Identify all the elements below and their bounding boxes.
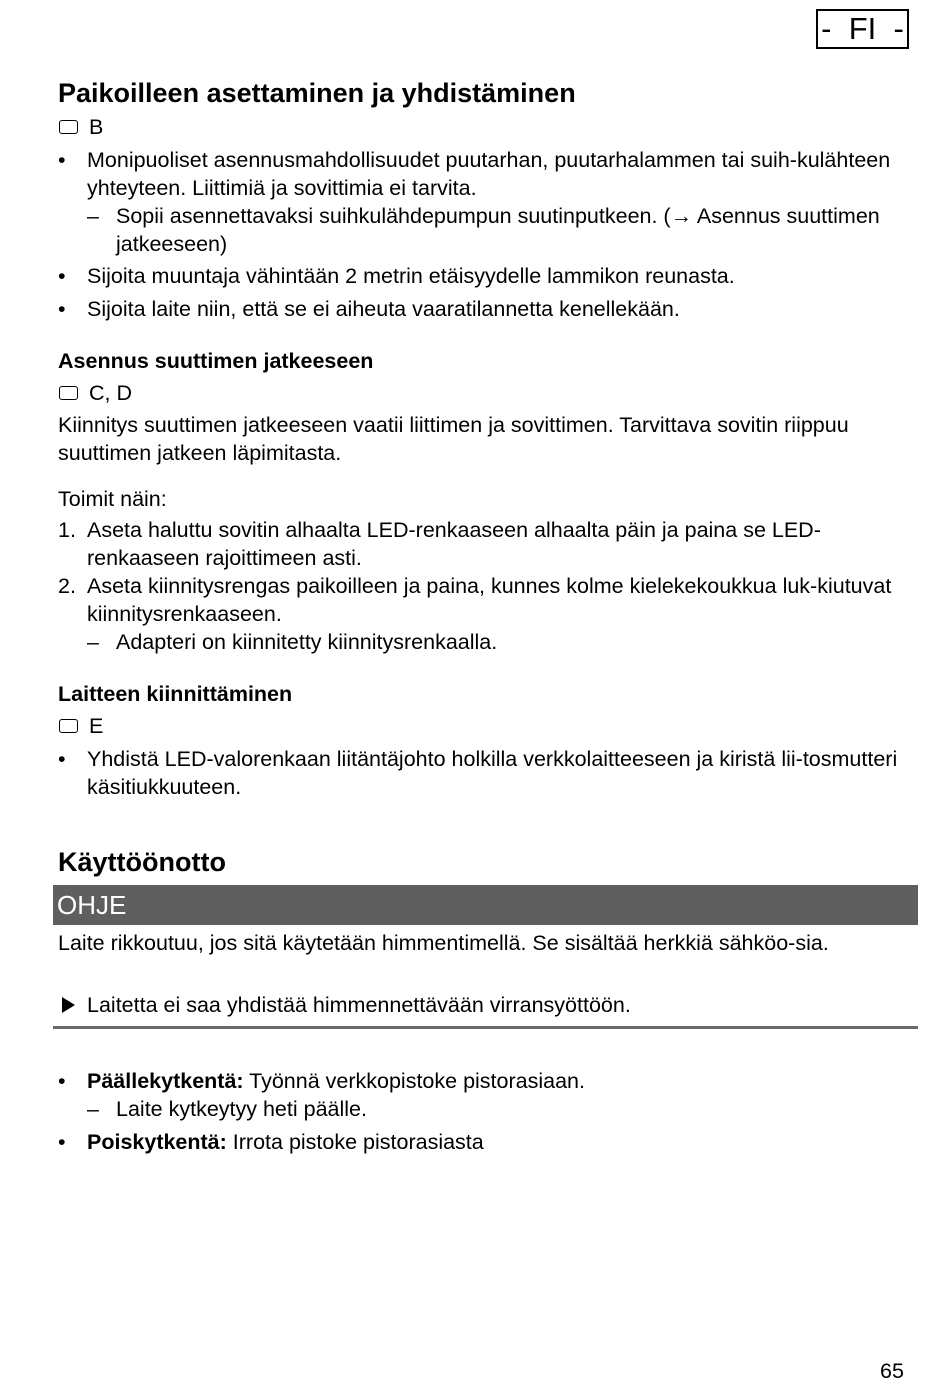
page-number: 65 (880, 1359, 904, 1383)
list-item-text: Yhdistä LED-valorenkaan liitäntäjohto holkilla verkkolaitteeseen ja kiristä lii-tosmutteri käsitiukkuuteen. (87, 747, 898, 799)
figure-reference-icon (59, 719, 78, 733)
bullet-icon: • (58, 264, 66, 288)
step-item (58, 572, 908, 628)
list-item-text: Sijoita laite niin, että se ei aiheuta vaaratilannetta kenellekään. (87, 297, 680, 321)
list-item (58, 1128, 908, 1156)
bullet-icon: • (58, 747, 66, 771)
section-title-mount: Laitteen kiinnittäminen (58, 682, 293, 706)
sub-list-item (58, 202, 908, 258)
figure-reference-icon (59, 120, 78, 134)
bullet-icon: • (58, 148, 66, 172)
language-tab: - FI - (816, 9, 909, 49)
note-header: OHJE (53, 885, 918, 925)
figure-ref-e (58, 712, 103, 740)
paragraph-intro: Kiinnitys suuttimen jatkeeseen vaatii liittimen ja sovittimen. Tarvittava sovitin riippuu suuttimen jatkeen läpimitasta. (58, 413, 849, 465)
list-item (58, 295, 908, 323)
step-item (58, 516, 908, 572)
step-number: 2. (58, 574, 76, 598)
figure-reference-icon (59, 386, 78, 400)
list-item (58, 146, 908, 202)
sub-list-item (58, 628, 908, 656)
section-title-install: Paikoilleen asettaminen ja yhdistäminen (58, 78, 576, 108)
note-action (58, 991, 908, 1019)
list-item-text: Sijoita muuntaja vähintään 2 metrin etäisyydelle lammikon reunasta. (87, 264, 735, 288)
sub-list-item-text: Laite kytkeytyy heti päälle. (116, 1097, 367, 1121)
section-title-nozzle: Asennus suuttimen jatkeeseen (58, 349, 374, 373)
sub-list-item-text: Adapteri on kiinnitetty kiinnitysrenkaalla. (116, 630, 498, 654)
figure-ref-b (58, 113, 103, 141)
figure-ref-label: B (89, 115, 104, 139)
sub-list-item-text: Sopii asennettavaksi suihkulähdepumpun suutinputkeen. (→ Asennus suuttimen jatkeeseen) (116, 204, 880, 256)
note-action-text: Laitetta ei saa yhdistää himmennettävään virransyöttöön. (87, 993, 631, 1017)
list-item (58, 1067, 908, 1095)
switch-off-text: Irrota pistoke pistorasiasta (226, 1130, 484, 1154)
dash-icon: – (87, 1097, 99, 1121)
steps-intro: Toimit näin: (58, 487, 167, 511)
list-item-text: Monipuoliset asennusmahdollisuudet puutarhan, puutarhalammen tai suih-kulähteen yhteyteen. Liittimiä ja sovittimia ei tarvita. (87, 148, 891, 200)
dash-icon: – (87, 204, 99, 228)
list-item-text (87, 1067, 917, 1095)
note-divider (53, 1026, 918, 1029)
switch-on-label: Päällekytkentä: (87, 1069, 244, 1093)
dash-icon: – (87, 630, 99, 654)
sub-list-item (58, 1095, 908, 1123)
step-number: 1. (58, 518, 76, 542)
note-text: Laite rikkoutuu, jos sitä käytetään himmentimellä. Se sisältää herkkiä sähköo-sia. (58, 931, 829, 955)
figure-ref-label: E (89, 714, 104, 738)
step-text: Aseta haluttu sovitin alhaalta LED-renkaaseen alhaalta päin ja paina se LED-renkaaseen rajoittimeen asti. (87, 518, 821, 570)
figure-ref-cd (58, 379, 132, 407)
list-item (58, 262, 908, 290)
bullet-icon: • (58, 297, 66, 321)
bullet-icon: • (58, 1130, 66, 1154)
figure-ref-label: C, D (89, 381, 132, 405)
bullet-icon: • (58, 1069, 66, 1093)
switch-off-label: Poiskytkentä: (87, 1130, 227, 1154)
switch-on-text: Työnnä verkkopistoke pistorasiaan. (243, 1069, 585, 1093)
list-item (58, 745, 908, 801)
section-title-start: Käyttöönotto (58, 847, 226, 877)
list-item-text (87, 1128, 917, 1156)
triangle-arrow-icon (62, 997, 75, 1013)
step-text: Aseta kiinnitysrengas paikoilleen ja paina, kunnes kolme kielekekoukkua luk-kiutuvat kiinnitysrenkaaseen. (87, 574, 892, 626)
